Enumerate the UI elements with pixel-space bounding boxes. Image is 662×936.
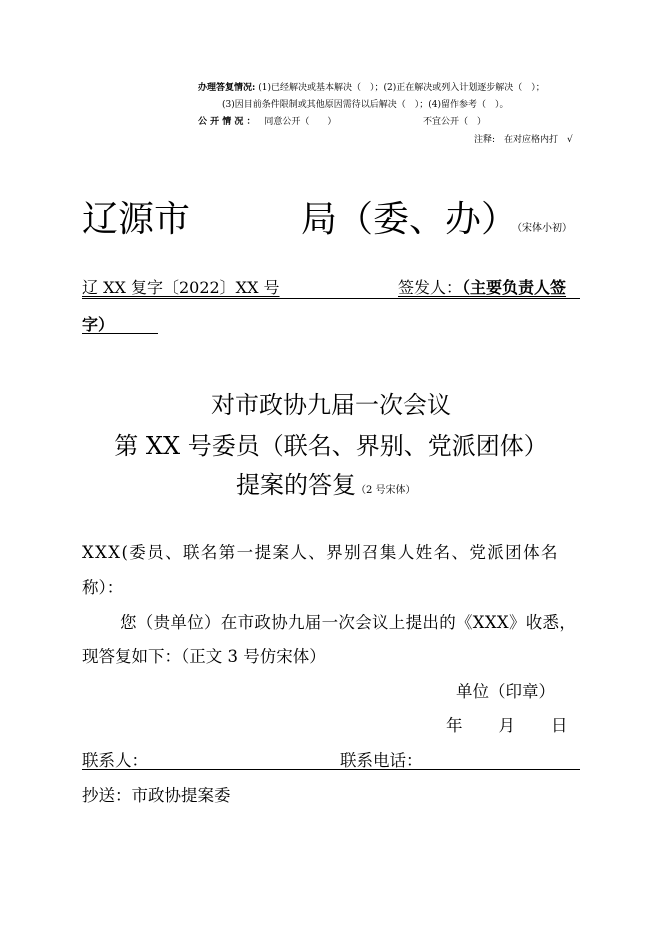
body-paragraph-line-2: 现答复如下：（正文 3 号仿宋体） (82, 647, 326, 666)
public-disagree-option: 不宜公开（ ） (423, 117, 487, 127)
issuer-underline (82, 333, 158, 334)
salutation-line-1: XXX(委员、联名第一提案人、界别召集人姓名、党派团体名 (82, 543, 559, 562)
issuer-line (398, 278, 566, 298)
issuer-note: （主要负责人签 (462, 278, 567, 297)
issuer-label: 签发人： (398, 278, 463, 297)
org-city: 辽源市 (82, 199, 191, 240)
handling-status-label: 办理答复情况: (198, 83, 256, 93)
handling-status-options-2: (3)因目前条件限制或其他原因需待以后解决（ ）；(4)留作参考（ ）。 (222, 100, 509, 110)
handling-status-line-1 (198, 82, 545, 94)
issuer-note-2: 字） (82, 315, 115, 334)
salutation-line-2: 称）： (82, 578, 124, 597)
date-text: 年 月 日 (446, 716, 569, 735)
doc-line-underline (292, 298, 580, 299)
org-bureau-text: 局（委、办） (301, 199, 518, 240)
body-paragraph-line-1: 您（贵单位）在市政协九届一次会议上提出的《XXX》收悉， (120, 613, 577, 632)
contact-person-label: 联系人： (82, 751, 148, 770)
contact-underline (82, 769, 580, 770)
cc-line: 抄送：市政协提案委 (82, 786, 231, 805)
issuer-note-continued (82, 315, 114, 335)
title-line-3 (236, 470, 416, 506)
title-font-note: （2 号宋体） (356, 485, 416, 496)
doc-number: 辽 XX 复字〔2022〕XX 号 (82, 278, 280, 297)
org-font-note: （宋体小初） (517, 223, 573, 234)
public-status-line (198, 116, 336, 128)
check-note: 注释: 在对应格内打 √ (474, 135, 573, 145)
doc-number-underline (82, 298, 292, 299)
title-line-2: 第 XX 号委员（联名、界别、党派团体） (114, 432, 548, 460)
public-agree-option: 同意公开（ ） (264, 117, 337, 127)
handling-status-options-1: (1)已经解决或基本解决（ ）；(2)正在解决或列入计划逐步解决（ ）； (258, 83, 545, 93)
seal-text: 单位（印章） (456, 682, 555, 701)
title-line-3-text: 提案的答复 (236, 471, 356, 499)
public-status-label: 公 开 情 况 ： (198, 117, 256, 127)
title-line-1: 对市政协九届一次会议 (211, 391, 451, 419)
org-bureau (301, 198, 572, 251)
contact-phone-label: 联系电话： (340, 751, 423, 770)
